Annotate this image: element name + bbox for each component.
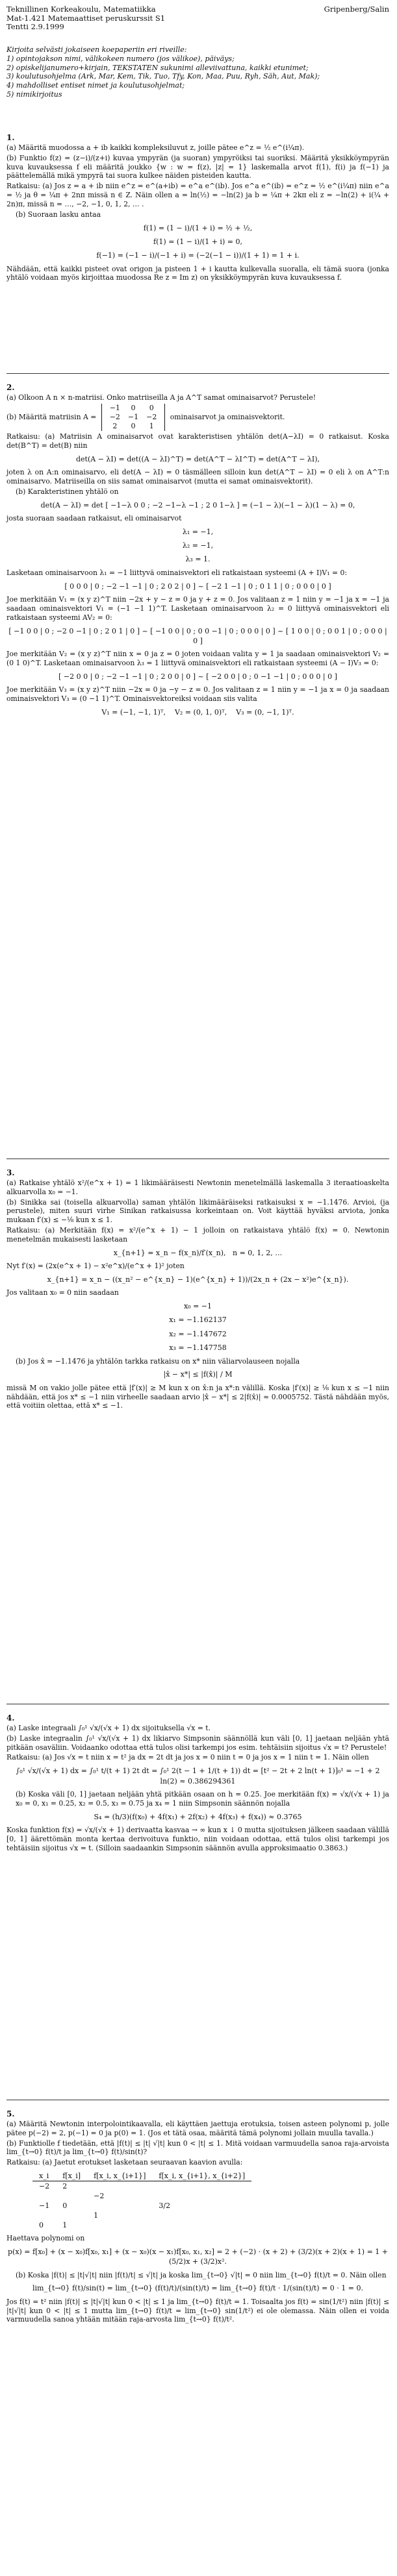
solution-b: (b) Jos x̂ = −1.1476 ja yhtälön tarkka ratkaisu on x* niin väliarvolauseen nojalla bbox=[16, 1356, 300, 1366]
problem-3 bbox=[6, 1168, 389, 1412]
table-cell: −2 bbox=[39, 2182, 50, 2191]
equation: lim_{t→0} f(t)/sin(t) = lim_{t→0} (f(t)/t)/(sin(t)/t) = lim_{t→0} f(t)/t · 1/(sin(t)/t) = 0 · 1 = 0. bbox=[32, 2284, 363, 2293]
problem-number: 2. bbox=[6, 383, 15, 392]
equation: f(1) = (1 − i)/(1 + i) = 0, bbox=[153, 237, 242, 246]
table-cell bbox=[152, 2220, 251, 2230]
instructions bbox=[6, 45, 389, 99]
problem-part-a: (a) Määritä Newtonin interpolointikaavalla, eli käyttäen jaettuja erotuksia, toisen asteen polynomi p, jolle pätee p(−2) = 2, p(−1) = 0 ja p(0) = 1. (Jos et tätä osaa, määritä tämä polynomi jollain muulla tavalla.) bbox=[6, 2120, 389, 2137]
solution-a: Ratkaisu: (a) Jos z = a + ib niin e^z = e^(a+ib) = e^a e^(ib). Jos e^a e^(ib) = e^z = ½ e^(i¼π) niin e^a = ½ ja θ = ¼π + 2nπ missä n ∈ Z. Näin ollen a = ln(½) = −ln(2) ja b = ¼π + 2kπ eli z = −ln(2) + i(¼ + 2n)π, missä n = …, −2, −1, 0, 1, 2, … . bbox=[6, 182, 389, 208]
instruction-item: 1) opintojakson nimi, välikokeen numero (jos välikoe), päiväys; bbox=[6, 54, 235, 63]
instructions-intro: Kirjoita selvästi jokaiseen koepaperiin eri riveille: bbox=[6, 45, 187, 54]
equation: x_{n+1} = x_n − f(x_n)/f′(x_n), n = 0, 1, 2, … bbox=[113, 1248, 283, 1257]
table-cell bbox=[32, 2191, 56, 2201]
header-authors: Gripenberg/Salin bbox=[324, 5, 389, 14]
problem-part-b: (b) Sinikka sai (toisella alkuarvolla) saman yhtälön likimääräiseksi ratkaisuksi x = −1.1476. Arvioi, (ja perustele), miten suuri virhe Sinikan ratkaisussa korkeintaan on. Voit käyttää hyväksi arviota, jonka mukaan f′(x) ≤ −⅛ kun x ≤ 1. bbox=[6, 1197, 389, 1225]
table-row bbox=[32, 2181, 251, 2192]
equation: |x̂ − x*| ≤ |f(x̂)| / M bbox=[163, 1370, 233, 1379]
section-divider bbox=[6, 373, 389, 374]
solution-b-cont: Koska funktion f(x) = √x/(√x + 1) derivaatta kasvaa → ∞ kun x ↓ 0 mutta sijoituksen jälkeen saadaan välillä [0, 1] äärettömän monta kertaa derivoituva funktio, niin voidaan odottaa, että tulos olisi tarkempi jos tehtäisiin sijoitus √x = t. (Silloin saadaankin Simpsonin säännön avulla approksimaatio 0.3863.) bbox=[6, 1826, 389, 1852]
equation: [ −2 0 0 | 0 ; −2 −1 −1 | 0 ; 2 0 0 | 0 ] ~ [ −2 0 0 | 0 ; 0 −1 −1 | 0 ; 0 0 0 | 0 ] bbox=[58, 672, 337, 681]
matrix-cell: −2 bbox=[109, 412, 120, 421]
problem-number: 1. bbox=[6, 133, 15, 142]
solution-a: Ratkaisu: (a) Matriisin A ominaisarvot ovat karakteristisen yhtälön det(A−λI) = 0 ratkaisut. Koska det(B^T) = det(B) niin bbox=[6, 432, 389, 450]
problem-1 bbox=[6, 133, 389, 284]
solution-b-cont: josta suoraan saadaan ratkaisut, eli ominaisarvot bbox=[6, 513, 182, 522]
table-cell bbox=[32, 2211, 56, 2220]
problem-part-b: (b) Laske integraalin ∫₀¹ √x/(√x + 1) dx likiarvo Simpsonin säännöllä kun väli [0, 1] jaetaan neljään yhtä pitkään osaväliin. Voidaanko odottaa että tulos olisi tarkempi jos esim. tehtäisiin sijoitus √x = t? Perustele! bbox=[6, 1734, 389, 1752]
table-row bbox=[32, 2201, 251, 2211]
solution-a-cont: Jos valitaan x₀ = 0 niin saadaan bbox=[6, 1288, 119, 1297]
solution-a: Ratkaisu: (a) Jaetut erotukset lasketaan seuraavan kaavion avulla: bbox=[6, 2158, 243, 2167]
table-row bbox=[32, 2191, 251, 2201]
matrix-cell: 0 bbox=[149, 403, 154, 412]
matrix-cell: 0 bbox=[131, 421, 136, 430]
solution-a: Ratkaisu: (a) Merkitään f(x) = x²/(e^x + 1) − 1 jolloin on ratkaistava yhtälö f(x) = 0. Newtonin menetelmän mukaisesti lasketaan bbox=[6, 1226, 389, 1244]
divided-differences-table bbox=[32, 2171, 251, 2230]
problem-part-a: (a) Ratkaise yhtälö x²/(e^x + 1) = 1 likimääräisesti Newtonin menetelmällä laskemalla 3 iteraatioaskelta alkuarvolla x₀ = −1. bbox=[6, 1179, 389, 1196]
table-header: f[x_i, x_{i+1}, x_{i+2}] bbox=[152, 2171, 251, 2181]
iteration-value: x₁ = −1.162137 bbox=[169, 1316, 227, 1325]
eigenvalue: λ₂ = −1, bbox=[182, 541, 214, 550]
table-cell: 1 bbox=[94, 2211, 99, 2220]
problem-part-a: (a) Määritä muodossa a + ib kaikki kompleksiluvut z, joille pätee e^z = ½ e^(i¼π). bbox=[6, 143, 305, 152]
table-cell bbox=[87, 2220, 152, 2230]
solution-a-cont: Haettava polynomi on bbox=[6, 2234, 85, 2243]
equation: V₁ = (−1, −1, 1)ᵀ, V₂ = (0, 1, 0)ᵀ, V₃ = (0, −1, 1)ᵀ. bbox=[101, 707, 294, 717]
equation: [ 0 0 0 | 0 ; −2 −1 −1 | 0 ; 2 0 2 | 0 ] ~ [ −2 1 −1 | 0 ; 0 1 1 | 0 ; 0 0 0 | 0 ] bbox=[64, 582, 331, 591]
table-cell: −1 bbox=[39, 2202, 50, 2211]
matrix-cell: 2 bbox=[112, 421, 118, 430]
problem-part-a: (a) Olkoon A n × n-matriisi. Onko matriiseilla A ja A^T samat ominaisarvot? Perustele! bbox=[6, 393, 316, 402]
table-cell: −2 bbox=[94, 2192, 105, 2201]
table-row bbox=[32, 2211, 251, 2220]
problem-part-b: (b) Funktio f(z) = (z−i)/(z+i) kuvaa ympyrän (ja suoran) ympyröiksi tai suoriksi. Määritä yksikköympyrän kuva kuvauksessa f eli määritä joukko {w : w = f(z), |z| = 1} laskemalla arvot f(1), f(i) ja f(−1) ja päättelemällä mikä ympyrä tai suora kulkee näiden pisteiden kautta. bbox=[6, 153, 389, 180]
table-header: f[x_i, x_{i+1}] bbox=[87, 2171, 152, 2181]
matrix-a bbox=[101, 404, 166, 431]
table-cell: 3/2 bbox=[159, 2202, 171, 2211]
instruction-item: 5) nimikirjoitus bbox=[6, 90, 62, 99]
solution-b-cont: Joe merkitään V₃ = (x y z)^T niin −2x = 0 ja −y − z = 0. Jos valitaan z = 1 niin y = −1 ja x = 0 ja saadaan ominaisvektori V₃ = (0 −1 1)^T. Ominaisvektoreiksi voidaan siis valita bbox=[6, 685, 389, 704]
solution-a-cont: joten λ on A:n ominaisarvo, eli det(A − λI) = 0 täsmälleen silloin kun det(A^T − λI) = 0 eli λ on A^T:n ominaisarvo. Matriiseilla on siis samat ominaisarvot (mutta ei samat ominaisvektorit). bbox=[6, 468, 389, 485]
equation: ∫₀¹ √x/(√x + 1) dx = ∫₀¹ t/(t + 1) 2t dt = ∫₀¹ 2(t − 1 + 1/(t + 1)) dt = [t² − 2t + 2 ln(t + 1)]₀¹ = −1 + 2 ln(2) ≈ 0.386294361 bbox=[16, 1767, 380, 1785]
problem-5 bbox=[6, 2109, 389, 2325]
equation: f(1) = (1 − i)/(1 + i) = ½ + ½, bbox=[143, 223, 253, 232]
solution-b-cont: Lasketaan ominaisarvoon λ₁ = −1 liittyvä ominaisvektori eli ratkaistaan systeemi (A + I)V₁ = 0: bbox=[6, 568, 347, 577]
instruction-item: 3) koulutusohjelma (Ark, Mar, Kem, Tik, Tuo, Tfy, Kon, Maa, Puu, Ryh, Säh, Aut, Mak); bbox=[6, 72, 320, 81]
solution-b-cont: Joe merkitään V₁ = (x y z)^T niin −2x + y − z = 0 ja y + z = 0. Jos valitaan z = 1 niin y = −1 ja x = −1 ja saadaan ominaisvektori V₁ = (−1 −1 1)^T. Lasketaan ominaisarvoon λ₂ = 0 liittyvä ominaisvektori eli ratkaistaan systeemi AV₂ = 0: bbox=[6, 595, 389, 622]
problem-part-b: (b) Funktiolle f tiedetään, että |f(t)| ≤ |t| √|t| kun 0 < |t| ≤ 1. Mitä voidaan varmuudella sanoa raja-arvoista lim_{t→0} f(t)/t ja lim_{t→0} f(t)/sin(t)? bbox=[6, 2139, 389, 2157]
problem-number: 5. bbox=[6, 2109, 15, 2118]
document-header bbox=[6, 5, 389, 32]
iteration-value: x₃ = −1.147758 bbox=[169, 1343, 227, 1353]
problem-part-b-tail: ominaisarvot ja ominaisvektorit. bbox=[170, 412, 285, 421]
equation: x_{n+1} = x_n − ((x_n² − e^{x_n} − 1)(e^{x_n} + 1))/(2x_n + (2x − x²)e^{x_n}). bbox=[47, 1275, 349, 1284]
problem-4 bbox=[6, 1713, 389, 1854]
table-cell bbox=[87, 2201, 152, 2211]
matrix-cell: −2 bbox=[146, 412, 157, 421]
table-header: x_i bbox=[32, 2171, 56, 2181]
table-cell: 2 bbox=[62, 2182, 68, 2191]
solution-conclusion: Nähdään, että kaikki pisteet ovat origon ja pisteen 1 + i kautta kulkevalla suoralla, eli tämä suora (jonka yhtälö voidaan myös kirjoittaa muodossa Re z = Im z) on yksikköympyrän kuva kuvauksessa f. bbox=[6, 264, 389, 282]
eigenvalue: λ₃ = 1. bbox=[185, 555, 211, 564]
problem-part-b bbox=[6, 404, 389, 431]
solution-b-cont: Jos f(t) = t² niin |f(t)| ≤ |t|√|t| kun 0 < |t| ≤ 1 ja lim_{t→0} f(t)/t = 1. Toisaalta jos f(t) = sin(1/t²) niin |f(t)| ≤ |t|√|t| kun 0 < |t| ≤ 1 mutta lim_{t→0} f(t)/t = lim_{t→0} sin(1/t²) ei ole olemassa. Näin ollen ei voida varmuudella sanoa yhtään mitään raja-arvosta lim_{t→0} f(t)/t². bbox=[6, 2297, 389, 2324]
table-cell: 0 bbox=[62, 2202, 68, 2211]
problem-2 bbox=[6, 383, 389, 721]
solution-a: Ratkaisu: (a) Jos √x = t niin x = t² ja dx = 2t dt ja jos x = 0 niin t = 0 ja jos x = 1 niin t = 1. Näin ollen bbox=[6, 1753, 369, 1762]
equation: [ −1 0 0 | 0 ; −2 0 −1 | 0 ; 2 0 1 | 0 ] ~ [ −1 0 0 | 0 ; 0 0 −1 | 0 ; 0 0 0 | 0 ] ~ [ 1 0 0 | 0 ; 0 0 1 | 0 ; 0 0 0 | 0 ] bbox=[8, 626, 387, 645]
solution-b-cont: missä M on vakio jolle pätee että |f′(x)| ≥ M kun x on x̂:n ja x*:n välillä. Koska |f′(x)| ≥ ⅛ kun x ≤ −1 niin nähdään, että jos x* ≤ −1 niin virheelle saadaan arvio |x̂ − x*| ≤ 2|f(x̂)| ≈ 0.0005752. Tästä nähdään myös, että voitiin olettaa, että x* ≤ −1. bbox=[6, 1383, 389, 1410]
equation: S₄ = (h/3)(f(x₀) + 4f(x₁) + 2f(x₂) + 4f(x₃) + f(x₄)) ≈ 0.3765 bbox=[94, 1812, 302, 1821]
equation: p(x) = f[x₀] + (x − x₀)f[x₀, x₁] + (x − x₀)(x − x₁)f[x₀, x₁, x₂] = 2 + (−2) · (x + 2) + (3/2)(x + 2)(x + 1) = 1 + (5/2)x + (3/2)x². bbox=[7, 2247, 389, 2266]
table-cell bbox=[56, 2191, 87, 2201]
instruction-item: 4) mahdolliset entiset nimet ja koulutusohjelmat; bbox=[6, 81, 185, 90]
table-cell bbox=[87, 2181, 152, 2192]
solution-a-cont: Nyt f′(x) = (2x(e^x + 1) − x²e^x)/(e^x + 1)² joten bbox=[6, 1262, 185, 1271]
table-cell bbox=[56, 2211, 87, 2220]
table-row bbox=[32, 2220, 251, 2230]
solution-b: (b) Karakteristinen yhtälö on bbox=[16, 487, 119, 496]
problem-number: 4. bbox=[6, 1713, 15, 1723]
problem-part-b-text: (b) Määritä matriisin A = bbox=[6, 412, 97, 421]
equation: det(A − λI) = det [ −1−λ 0 0 ; −2 −1−λ −1 ; 2 0 1−λ ] = (−1 − λ)(−1 − λ)(1 − λ) = 0, bbox=[40, 500, 355, 509]
header-date: Tentti 2.9.1999 bbox=[6, 22, 64, 32]
instruction-item: 2) opiskelijanumero+kirjain, TEKSTATEN sukunimi alleviivattuna, kaikki etunimet; bbox=[6, 63, 309, 72]
problem-number: 3. bbox=[6, 1168, 15, 1177]
table-header: f[x_i] bbox=[56, 2171, 87, 2181]
header-institution: Teknillinen Korkeakoulu, Matematiikka bbox=[6, 5, 156, 14]
equation: f(−1) = (−1 − i)/(−1 + i) = (−2(−1 − i))/(1 + 1) = 1 + i. bbox=[96, 251, 300, 260]
equation: det(A − λI) = det((A − λI)^T) = det(A^T − λI^T) = det(A^T − λI), bbox=[75, 454, 320, 463]
solution-b: (b) Koska väli [0, 1] jaetaan neljään yhtä pitkään osaan on h = 0.25. Joe merkitään f(x) = √x/(√x + 1) ja x₀ = 0, x₁ = 0.25, x₂ = 0.5, x₃ = 0.75 ja x₄ = 1 niin Simpsonin säännön nojalla bbox=[16, 1790, 389, 1808]
table-cell bbox=[152, 2211, 251, 2220]
problem-part-a: (a) Laske integraali ∫₀¹ √x/(√x + 1) dx sijoituksella √x = t. bbox=[6, 1724, 211, 1732]
iteration-value: x₂ = −1.147672 bbox=[169, 1329, 227, 1338]
matrix-cell: −1 bbox=[109, 403, 120, 412]
matrix-cell: 1 bbox=[149, 421, 154, 430]
table-cell bbox=[152, 2181, 251, 2192]
iteration-value: x₀ = −1 bbox=[183, 1302, 212, 1311]
eigenvalue: λ₁ = −1, bbox=[182, 527, 214, 536]
solution-b: (b) Koska |f(t)| ≤ |t|√|t| niin |f(t)/t| ≤ √|t| ja koska lim_{t→0} √|t| = 0 niin lim_{t→0} f(t)/t = 0. Näin ollen bbox=[16, 2270, 387, 2279]
solution-b: (b) Suoraan lasku antaa bbox=[16, 210, 101, 219]
table-cell: 0 bbox=[39, 2221, 44, 2230]
table-cell bbox=[152, 2191, 251, 2201]
solution-b-cont: Joe merkitään V₂ = (x y z)^T niin x = 0 ja z = 0 joten voidaan valita y = 1 ja saadaan ominaisvektori V₂ = (0 1 0)^T. Lasketaan ominaisarvoon λ₃ = 1 liittyvä ominaisvektori eli ratkaistaan systeemi (A − I)V₃ = 0: bbox=[6, 650, 389, 668]
table-cell: 1 bbox=[62, 2221, 68, 2230]
header-course: Mat-1.421 Matemaattiset peruskurssit S1 bbox=[6, 13, 166, 23]
matrix-cell: 0 bbox=[131, 403, 136, 412]
matrix-cell: −1 bbox=[127, 412, 139, 421]
